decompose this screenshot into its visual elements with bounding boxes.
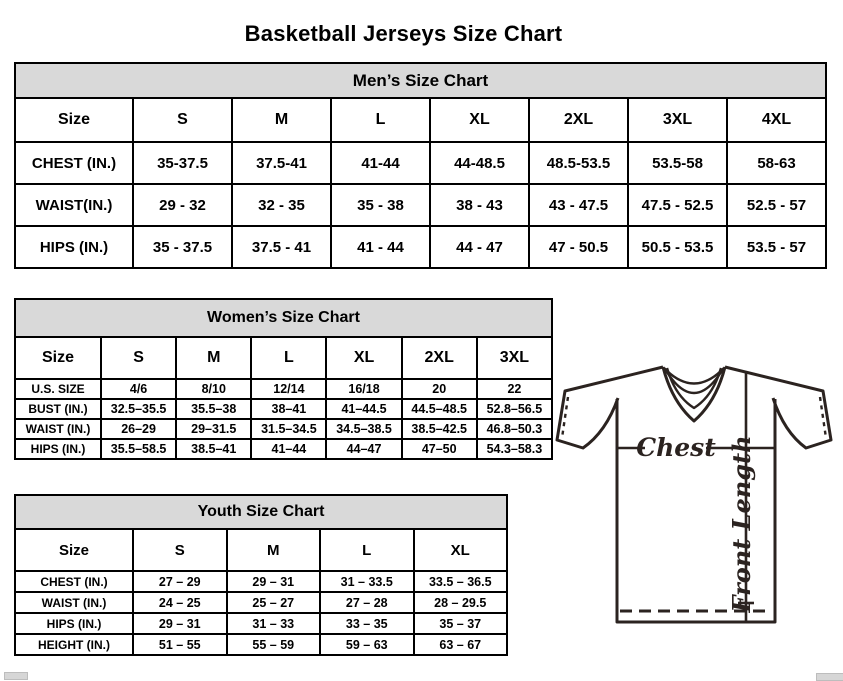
- size-column-header: S: [101, 337, 176, 379]
- jersey-back-collar-arc-2: [665, 369, 723, 393]
- measurement-row: [15, 613, 507, 634]
- measurement-value: 38.5–41: [176, 439, 251, 459]
- measurement-label: WAIST (IN.): [15, 592, 133, 613]
- size-column-header: M: [232, 98, 331, 142]
- size-column-header: S: [133, 529, 227, 571]
- size-column-header: XL: [414, 529, 508, 571]
- measurement-row: [15, 399, 552, 419]
- mens-size-table: [14, 62, 827, 269]
- measurement-label: U.S. SIZE: [15, 379, 101, 399]
- measurement-value: 52.8–56.5: [477, 399, 552, 419]
- measurement-value: 37.5 - 41: [232, 226, 331, 268]
- measurement-value: 35.5–38: [176, 399, 251, 419]
- measurement-value: 52.5 - 57: [727, 184, 826, 226]
- chart-title-row: [15, 299, 552, 337]
- column-header-row: [15, 98, 826, 142]
- measurement-row: [15, 419, 552, 439]
- chest-label: Chest: [636, 433, 716, 462]
- measurement-value: 54.3–58.3: [477, 439, 552, 459]
- measurement-value: 20: [402, 379, 477, 399]
- measurement-value: 34.5–38.5: [326, 419, 401, 439]
- measurement-value: 44–47: [326, 439, 401, 459]
- measurement-value: 41–44: [251, 439, 326, 459]
- size-column-header: 4XL: [727, 98, 826, 142]
- jersey-measurement-diagram: [550, 355, 843, 635]
- measurement-value: 28 – 29.5: [414, 592, 508, 613]
- size-column-header: XL: [430, 98, 529, 142]
- measurement-value: 29 – 31: [227, 571, 321, 592]
- front-length-label: Front Length: [727, 435, 756, 613]
- measurement-row: [15, 142, 826, 184]
- measurement-value: 25 – 27: [227, 592, 321, 613]
- mens-size-chart-section: [14, 62, 827, 269]
- chart-title-row: [15, 495, 507, 529]
- womens-size-table: [14, 298, 553, 460]
- measurement-value: 35-37.5: [133, 142, 232, 184]
- jersey-vneck-inner: [667, 368, 721, 408]
- size-column-header: 3XL: [477, 337, 552, 379]
- measurement-value: 37.5-41: [232, 142, 331, 184]
- measurement-value: 35 – 37: [414, 613, 508, 634]
- size-column-header: M: [176, 337, 251, 379]
- measurement-value: 26–29: [101, 419, 176, 439]
- measurement-value: 44-48.5: [430, 142, 529, 184]
- size-column-header: M: [227, 529, 321, 571]
- youth-size-chart-section: [14, 494, 508, 656]
- measurement-label: HEIGHT (IN.): [15, 634, 133, 655]
- measurement-value: 16/18: [326, 379, 401, 399]
- measurement-row: [15, 571, 507, 592]
- measurement-value: 31.5–34.5: [251, 419, 326, 439]
- measurement-value: 32 - 35: [232, 184, 331, 226]
- measurement-row: [15, 379, 552, 399]
- size-column-header: 3XL: [628, 98, 727, 142]
- measurement-label: HIPS (IN.): [15, 439, 101, 459]
- measurement-label: CHEST (IN.): [15, 571, 133, 592]
- measurement-value: 38 - 43: [430, 184, 529, 226]
- measurement-value: 47.5 - 52.5: [628, 184, 727, 226]
- page-title: Basketball Jerseys Size Chart: [244, 20, 563, 46]
- measurement-value: 27 – 29: [133, 571, 227, 592]
- measurement-value: 29 - 32: [133, 184, 232, 226]
- youth-size-table: [14, 494, 508, 656]
- measurement-value: 8/10: [176, 379, 251, 399]
- measurement-value: 27 – 28: [320, 592, 414, 613]
- womens-size-chart-section: [14, 298, 553, 460]
- chart-title: Men’s Size Chart: [15, 63, 826, 98]
- measurement-label: BUST (IN.): [15, 399, 101, 419]
- measurement-label: HIPS (IN.): [15, 226, 133, 268]
- measurement-value: 55 – 59: [227, 634, 321, 655]
- measurement-label: HIPS (IN.): [15, 613, 133, 634]
- measurement-value: 43 - 47.5: [529, 184, 628, 226]
- measurement-value: 53.5 - 57: [727, 226, 826, 268]
- measurement-value: 35 - 37.5: [133, 226, 232, 268]
- size-header-label: Size: [15, 98, 133, 142]
- measurement-value: 58-63: [727, 142, 826, 184]
- measurement-label: WAIST (IN.): [15, 419, 101, 439]
- measurement-row: [15, 184, 826, 226]
- measurement-value: 44 - 47: [430, 226, 529, 268]
- measurement-value: 38.5–42.5: [402, 419, 477, 439]
- size-column-header: XL: [326, 337, 401, 379]
- measurement-value: 29 – 31: [133, 613, 227, 634]
- measurement-value: 51 – 55: [133, 634, 227, 655]
- size-header-label: Size: [15, 337, 101, 379]
- measurement-value: 41–44.5: [326, 399, 401, 419]
- measurement-value: 35.5–58.5: [101, 439, 176, 459]
- size-column-header: 2XL: [402, 337, 477, 379]
- measurement-value: 41 - 44: [331, 226, 430, 268]
- measurement-value: 53.5-58: [628, 142, 727, 184]
- measurement-value: 4/6: [101, 379, 176, 399]
- measurement-row: [15, 226, 826, 268]
- measurement-row: [15, 439, 552, 459]
- measurement-value: 22: [477, 379, 552, 399]
- measurement-value: 47–50: [402, 439, 477, 459]
- measurement-value: 29–31.5: [176, 419, 251, 439]
- measurement-value: 47 - 50.5: [529, 226, 628, 268]
- measurement-value: 33.5 – 36.5: [414, 571, 508, 592]
- measurement-value: 63 – 67: [414, 634, 508, 655]
- measurement-value: 32.5–35.5: [101, 399, 176, 419]
- size-header-label: Size: [15, 529, 133, 571]
- measurement-value: 50.5 - 53.5: [628, 226, 727, 268]
- size-column-header: L: [331, 98, 430, 142]
- measurement-value: 12/14: [251, 379, 326, 399]
- size-column-header: L: [251, 337, 326, 379]
- measurement-value: 38–41: [251, 399, 326, 419]
- measurement-label: WAIST(IN.): [15, 184, 133, 226]
- measurement-value: 35 - 38: [331, 184, 430, 226]
- size-column-header: 2XL: [529, 98, 628, 142]
- measurement-value: 31 – 33: [227, 613, 321, 634]
- chart-title: Youth Size Chart: [15, 495, 507, 529]
- column-header-row: [15, 337, 552, 379]
- measurement-value: 44.5–48.5: [402, 399, 477, 419]
- measurement-value: 24 – 25: [133, 592, 227, 613]
- measurement-value: 31 – 33.5: [320, 571, 414, 592]
- measurement-value: 46.8–50.3: [477, 419, 552, 439]
- measurement-value: 59 – 63: [320, 634, 414, 655]
- measurement-value: 33 – 35: [320, 613, 414, 634]
- chart-title: Women’s Size Chart: [15, 299, 552, 337]
- measurement-value: 41-44: [331, 142, 430, 184]
- measurement-label: CHEST (IN.): [15, 142, 133, 184]
- chart-title-row: [15, 63, 826, 98]
- scrollbar-fragment-right[interactable]: [816, 673, 843, 681]
- column-header-row: [15, 529, 507, 571]
- measurement-row: [15, 592, 507, 613]
- measurement-row: [15, 634, 507, 655]
- size-column-header: L: [320, 529, 414, 571]
- size-column-header: S: [133, 98, 232, 142]
- measurement-value: 48.5-53.5: [529, 142, 628, 184]
